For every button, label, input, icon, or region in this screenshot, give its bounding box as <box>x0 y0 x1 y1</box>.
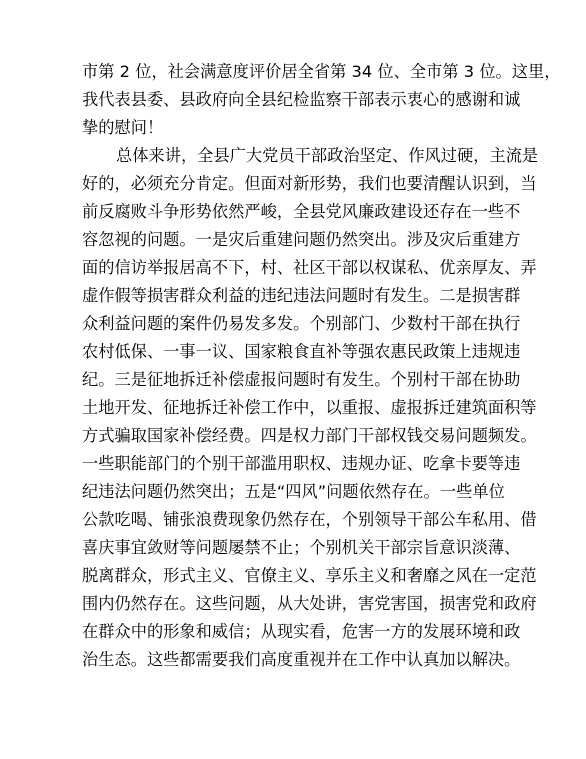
text-line: 纪。三是征地拆迁补偿虚报问题时有发生。个别村干部在协助 <box>82 370 521 389</box>
text-line: 在群众中的形象和威信；从现实看，危害一方的发展环境和政 <box>82 622 521 641</box>
text-line: 容忽视的问题。一是灾后重建问题仍然突出。涉及灾后重建方 <box>82 230 521 249</box>
text-line: 众利益问题的案件仍易发多发。个别部门、少数村干部在执行 <box>82 314 521 333</box>
text-line: 好的，必须充分肯定。但面对新形势，我们也要清醒认识到，当 <box>82 174 537 193</box>
text-line: 我代表县委、县政府向全县纪检监察干部表示衷心的感谢和诚 <box>82 90 521 109</box>
text-line: 方式骗取国家补偿经费。四是权力部门干部权钱交易问题频发。 <box>82 426 537 445</box>
text-line: 农村低保、一事一议、国家粮食直补等强农惠民政策上违规违 <box>82 342 521 361</box>
text-line: 喜庆事宜敛财等问题屡禁不止；个别机关干部宗旨意识淡薄、 <box>82 538 521 557</box>
text-line: 一些职能部门的个别干部滥用职权、违规办证、吃拿卡要等违 <box>82 454 521 473</box>
text-line: 脱离群众，形式主义、官僚主义、享乐主义和奢靡之风在一定范 <box>82 566 537 585</box>
text-line: 面的信访举报居高不下，村、社区干部以权谋私、优亲厚友、弄 <box>82 258 537 277</box>
paragraph-first-line: 总体来讲，全县广大党员干部政治坚定、作风过硬，主流是 <box>116 146 539 165</box>
text-line: 虚作假等损害群众利益的违纪违法问题时有发生。二是损害群 <box>82 286 521 305</box>
text-line: 围内仍然存在。这些问题，从大处讲，害党害国，损害党和政府 <box>82 594 537 613</box>
text-line: 市第 2 位，社会满意度评价居全省第 34 位、全市第 3 位。这里， <box>82 62 561 81</box>
text-line: 公款吃喝、铺张浪费现象仍然存在，个别领导干部公车私用、借 <box>82 510 537 529</box>
body-text <box>82 58 561 674</box>
text-line: 治生态。这些都需要我们高度重视并在工作中认真加以解决。 <box>82 650 521 669</box>
text-line: 前反腐败斗争形势依然严峻，全县党风廉政建设还存在一些不 <box>82 202 521 221</box>
text-line: 纪违法问题仍然突出；五是“四风”问题依然存在。一些单位 <box>82 482 505 501</box>
text-line: 土地开发、征地拆迁补偿工作中，以重报、虚报拆迁建筑面积等 <box>82 398 537 417</box>
text-line: 挚的慰问！ <box>82 118 164 137</box>
